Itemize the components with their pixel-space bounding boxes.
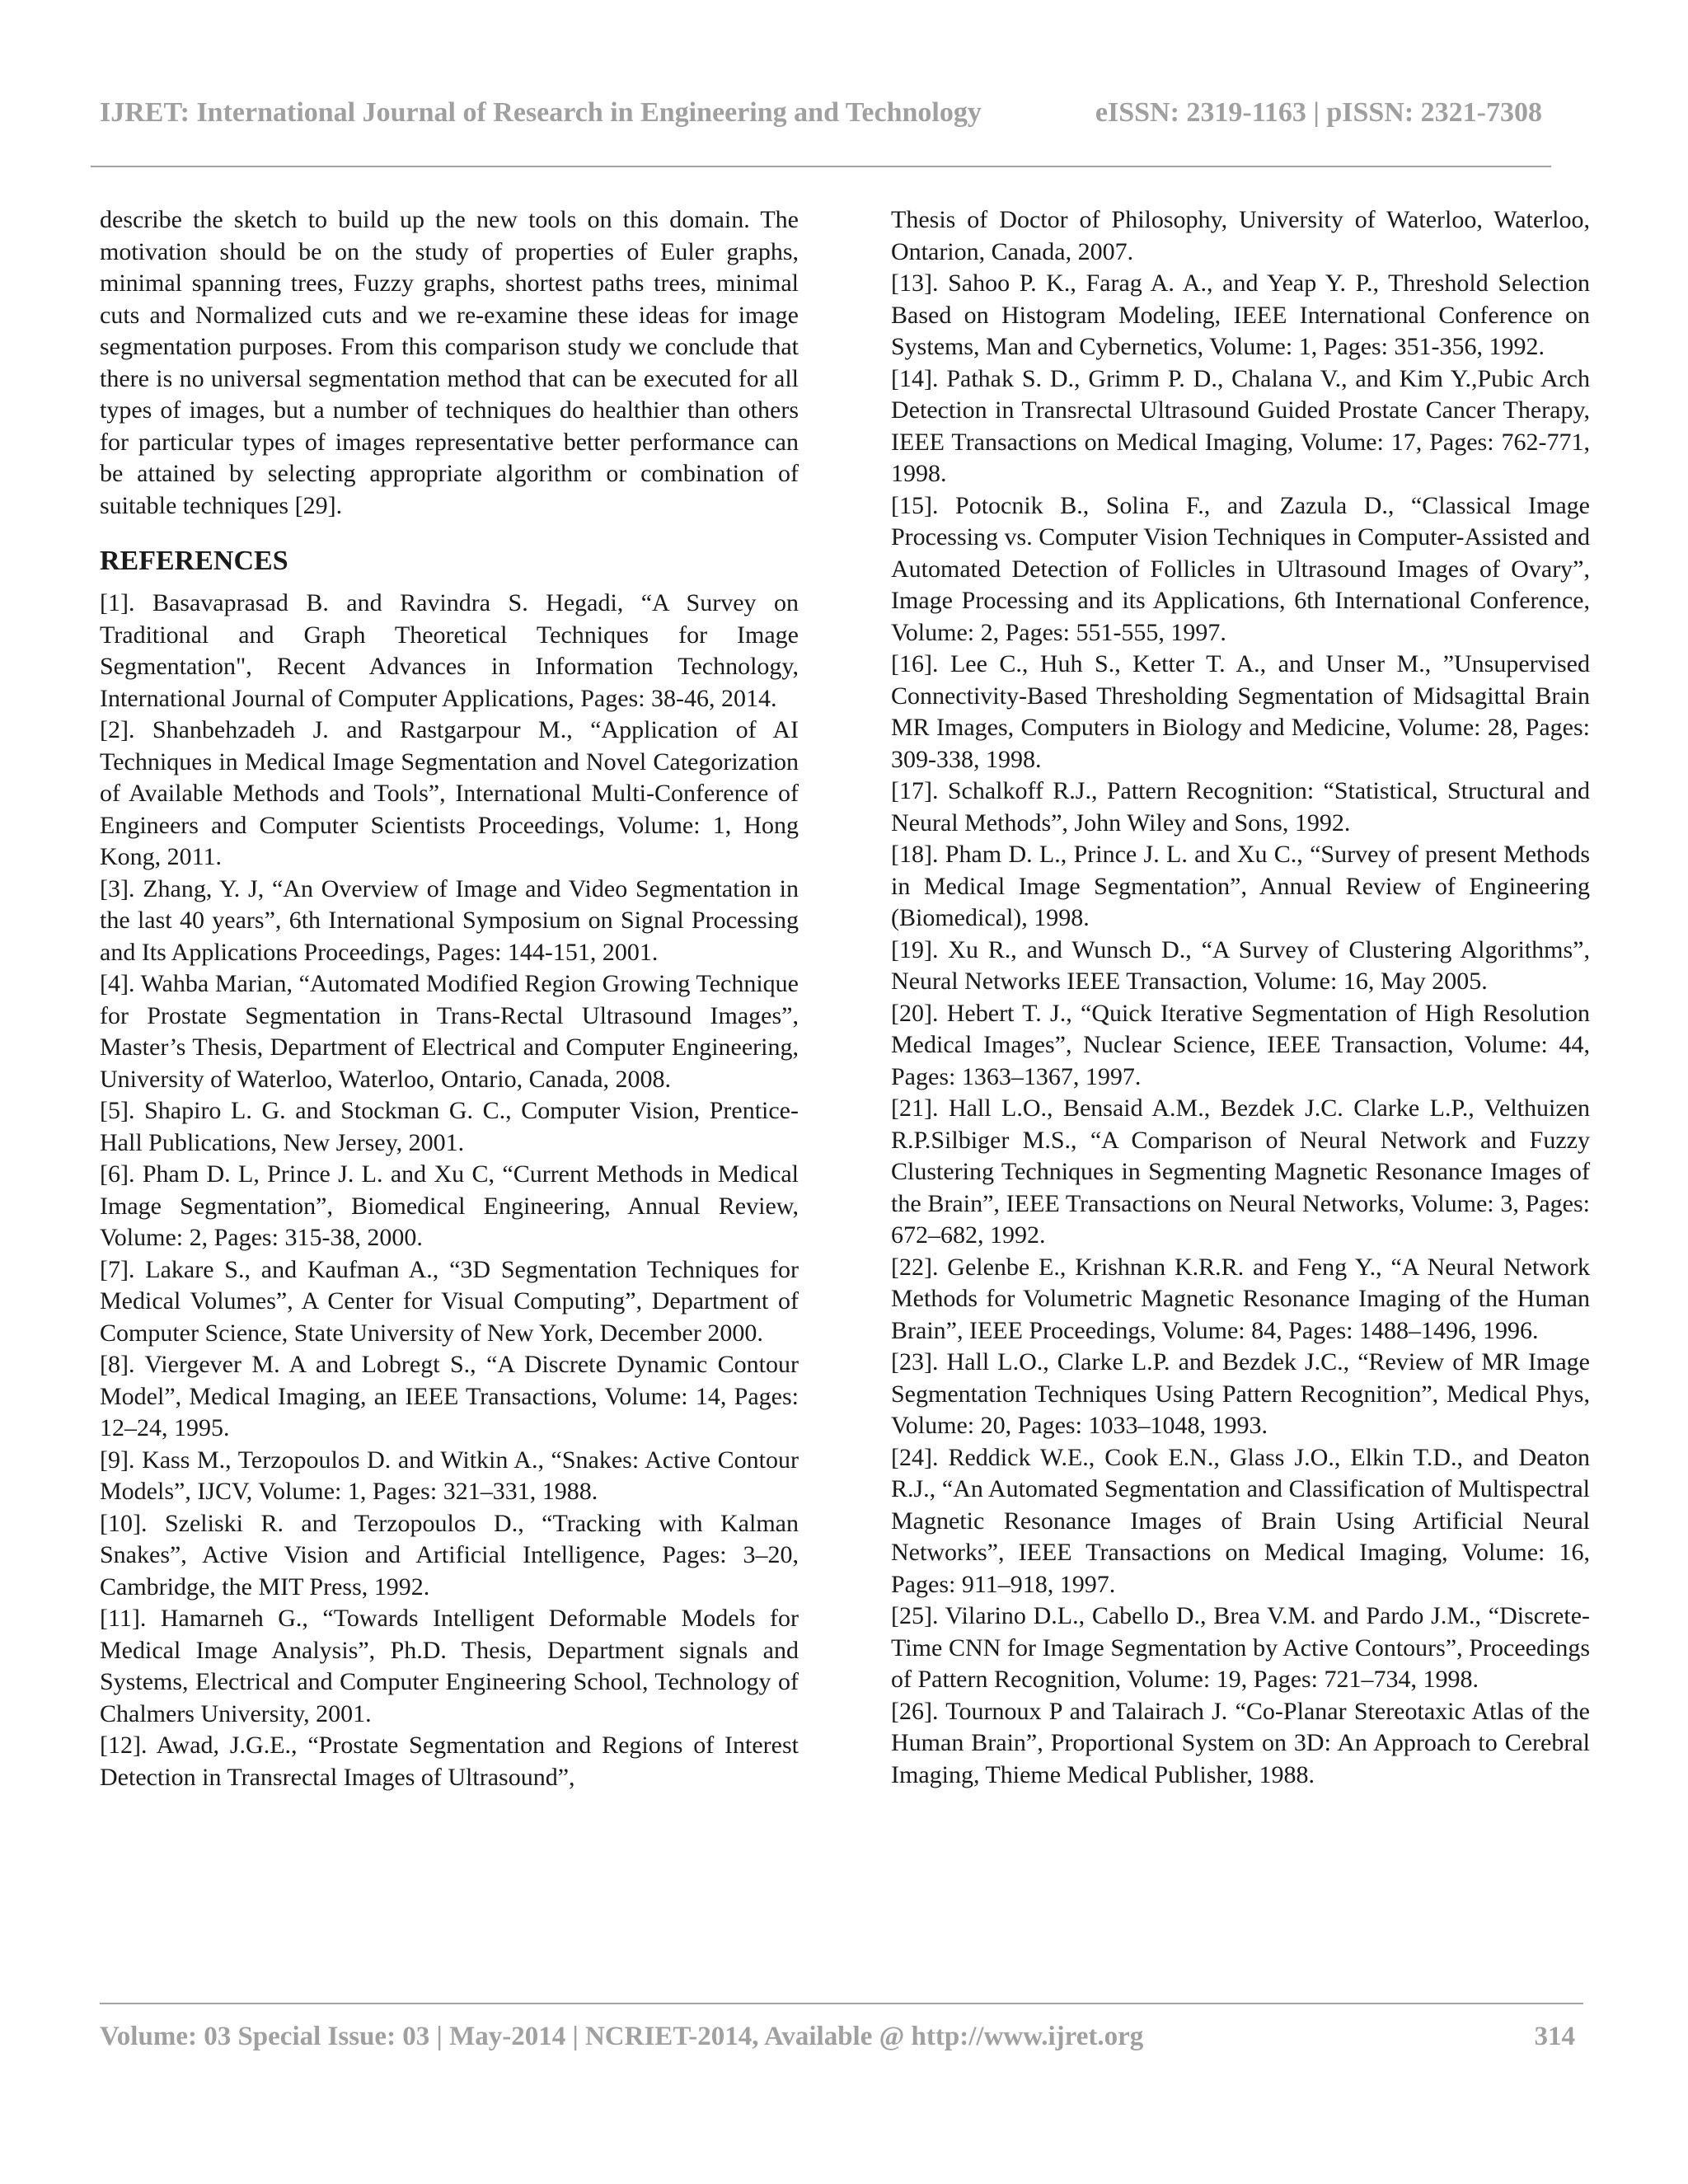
- reference-item: [24]. Reddick W.E., Cook E.N., Glass J.O., Elkin T.D., and Deaton R.J., “An Automated Segmentation and Classification of Multispectral Magnetic Resonance Images of Brain Using Artificial Neural Networks”, IEEE Transactions on Medical Imaging, Volume: 16, Pages: 911–918, 1997.: [891, 1443, 1590, 1598]
- reference-item: [22]. Gelenbe E., Krishnan K.R.R. and Feng Y., “A Neural Network Methods for Volumetric Magnetic Resonance Imaging of the Human Brain”, IEEE Proceedings, Volume: 84, Pages: 1488–1496, 1996.: [891, 1253, 1590, 1344]
- reference-item: [19]. Xu R., and Wunsch D., “A Survey of Clustering Algorithms”, Neural Networks IEEE Transaction, Volume: 16, May 2005.: [891, 935, 1590, 995]
- reference-item: [13]. Sahoo P. K., Farag A. A., and Yeap Y. P., Threshold Selection Based on Histogram Modeling, IEEE International Conference on Systems, Man and Cybernetics, Volume: 1, Pages: 351-356, 1992.: [891, 269, 1590, 360]
- reference-item: [26]. Tournoux P and Talairach J. “Co-Planar Stereotaxic Atlas of the Human Brain”, Proportional System on 3D: An Approach to Cerebral Imaging, Thieme Medical Publisher, 1988.: [891, 1697, 1590, 1788]
- reference-item: [14]. Pathak S. D., Grimm P. D., Chalana V., and Kim Y.,Pubic Arch Detection in Transrectal Ultrasound Guided Prostate Cancer Therapy, IEEE Transactions on Medical Imaging, Volume: 17, Pages: 762-771, 1998.: [891, 364, 1590, 487]
- journal-title: IJRET: International Journal of Research in Engineering and Technology: [100, 97, 982, 128]
- page-footer: [100, 2022, 1583, 2052]
- reference-item: [15]. Potocnik B., Solina F., and Zazula D., “Classical Image Processing vs. Computer Vision Techniques in Computer-Assisted and Automated Detection of Follicles in Ultrasound Images of Ovary”, Image Processing and its Applications, 6th International Conference, Volume: 2, Pages: 551-555, 1997.: [891, 491, 1590, 646]
- reference-item: [20]. Hebert T. J., “Quick Iterative Segmentation of High Resolution Medical Images”, Nuclear Science, IEEE Transaction, Volume: 44, Pages: 1363–1367, 1997.: [891, 999, 1590, 1090]
- issn-text: eISSN: 2319-1163 | pISSN: 2321-7308: [1095, 97, 1542, 128]
- left-column: [100, 204, 799, 1793]
- reference-item: [4]. Wahba Marian, “Automated Modified Region Growing Technique for Prostate Segmentation in Trans-Rectal Ultrasound Images”, Master’s Thesis, Department of Electrical and Computer Engineering, University of Waterloo, Waterloo, Ontario, Canada, 2008.: [100, 970, 799, 1093]
- volume-info: Volume: 03 Special Issue: 03 | May-2014 | NCRIET-2014, Available @ http://www.ijret.org: [100, 2022, 1144, 2051]
- reference-item: [12]. Awad, J.G.E., “Prostate Segmentation and Regions of Interest Detection in Transrectal Images of Ultrasound”,: [100, 1732, 799, 1791]
- footer-divider: [100, 2003, 1583, 2004]
- right-column: [891, 204, 1590, 1791]
- reference-item: [2]. Shanbehzadeh J. and Rastgarpour M., “Application of AI Techniques in Medical Image Segmentation and Novel Categorization of Available Methods and Tools”, International Multi-Conference of Engineers and Computer Scientists Proceedings, Volume: 1, Hong Kong, 2011.: [100, 716, 799, 870]
- reference-item: [5]. Shapiro L. G. and Stockman G. C., Computer Vision, Prentice-Hall Publications, New Jersey, 2001.: [100, 1097, 799, 1156]
- reference-item: [8]. Viergever M. A and Lobregt S., “A Discrete Dynamic Contour Model”, Medical Imaging, an IEEE Transactions, Volume: 14, Pages: 12–24, 1995.: [100, 1351, 799, 1441]
- reference-item: [23]. Hall L.O., Clarke L.P. and Bezdek J.C., “Review of MR Image Segmentation Techniques Using Pattern Recognition”, Medical Phys, Volume: 20, Pages: 1033–1048, 1993.: [891, 1348, 1590, 1439]
- reference-item: [1]. Basavaprasad B. and Ravindra S. Hegadi, “A Survey on Traditional and Graph Theoretical Techniques for Image Segmentation", Recent Advances in Information Technology, International Journal of Computer Applications, Pages: 38-46, 2014.: [100, 589, 799, 712]
- reference-item: [6]. Pham D. L, Prince J. L. and Xu C, “Current Methods in Medical Image Segmentation”, Biomedical Engineering, Annual Review, Volume: 2, Pages: 315-38, 2000.: [100, 1160, 799, 1251]
- reference-item: [16]. Lee C., Huh S., Ketter T. A., and Unser M., ”Unsupervised Connectivity-Based Thresholding Segmentation of Midsagittal Brain MR Images, Computers in Biology and Medicine, Volume: 28, Pages: 309-338, 1998.: [891, 650, 1590, 773]
- references-heading: REFERENCES: [100, 546, 288, 576]
- reference-item: [3]. Zhang, Y. J, “An Overview of Image and Video Segmentation in the last 40 years”, 6th International Symposium on Signal Processing and Its Applications Proceedings, Pages: 144-151, 2001.: [100, 874, 799, 966]
- header-divider: [91, 166, 1551, 167]
- reference-item: [21]. Hall L.O., Bensaid A.M., Bezdek J.C. Clarke L.P., Velthuizen R.P.Silbiger M.S., “A Comparison of Neural Network and Fuzzy Clustering Techniques in Segmenting Magnetic Resonance Images of the Brain”, IEEE Transactions on Neural Networks, Volume: 3, Pages: 672–682, 1992.: [891, 1094, 1590, 1249]
- reference-item: [25]. Vilarino D.L., Cabello D., Brea V.M. and Pardo J.M., “Discrete-Time CNN for Image Segmentation by Active Contours”, Proceedings of Pattern Recognition, Volume: 19, Pages: 721–734, 1998.: [891, 1602, 1590, 1693]
- reference-continuation: Thesis of Doctor of Philosophy, University of Waterloo, Waterloo, Ontarion, Canada, 2007.: [891, 206, 1590, 265]
- reference-item: [17]. Schalkoff R.J., Pattern Recognition: “Statistical, Structural and Neural Methods”, John Wiley and Sons, 1992.: [891, 777, 1590, 837]
- reference-item: [18]. Pham D. L., Prince J. L. and Xu C., “Survey of present Methods in Medical Image Segmentation”, Annual Review of Engineering (Biomedical), 1998.: [891, 841, 1590, 931]
- reference-item: [9]. Kass M., Terzopoulos D. and Witkin A., “Snakes: Active Contour Models”, IJCV, Volume: 1, Pages: 321–331, 1988.: [100, 1446, 799, 1505]
- reference-item: [7]. Lakare S., and Kaufman A., “3D Segmentation Techniques for Medical Volumes”, A Center for Visual Computing”, Department of Computer Science, State University of New York, December 2000.: [100, 1255, 799, 1347]
- reference-item: [10]. Szeliski R. and Terzopoulos D., “Tracking with Kalman Snakes”, Active Vision and Artificial Intelligence, Pages: 3–20, Cambridge, the MIT Press, 1992.: [100, 1509, 799, 1601]
- intro-paragraph: describe the sketch to build up the new tools on this domain. The motivation should be on the study of properties of Euler graphs, minimal spanning trees, Fuzzy graphs, shortest paths trees, minimal cuts and Normalized cuts and we re-examine these ideas for image segmentation purposes. From this comparison study we conclude that there is no universal segmentation method that can be executed for all types of images, but a number of techniques do healthier than others for particular types of images representative better performance can be attained by selecting appropriate algorithm or combination of suitable techniques [29].: [100, 206, 799, 519]
- reference-item: [11]. Hamarneh G., “Towards Intelligent Deformable Models for Medical Image Analysis”, Ph.D. Thesis, Department signals and Systems, Electrical and Computer Engineering School, Technology of Chalmers University, 2001.: [100, 1605, 799, 1727]
- page-header: [100, 97, 1542, 129]
- page-number: 314: [1534, 2022, 1575, 2051]
